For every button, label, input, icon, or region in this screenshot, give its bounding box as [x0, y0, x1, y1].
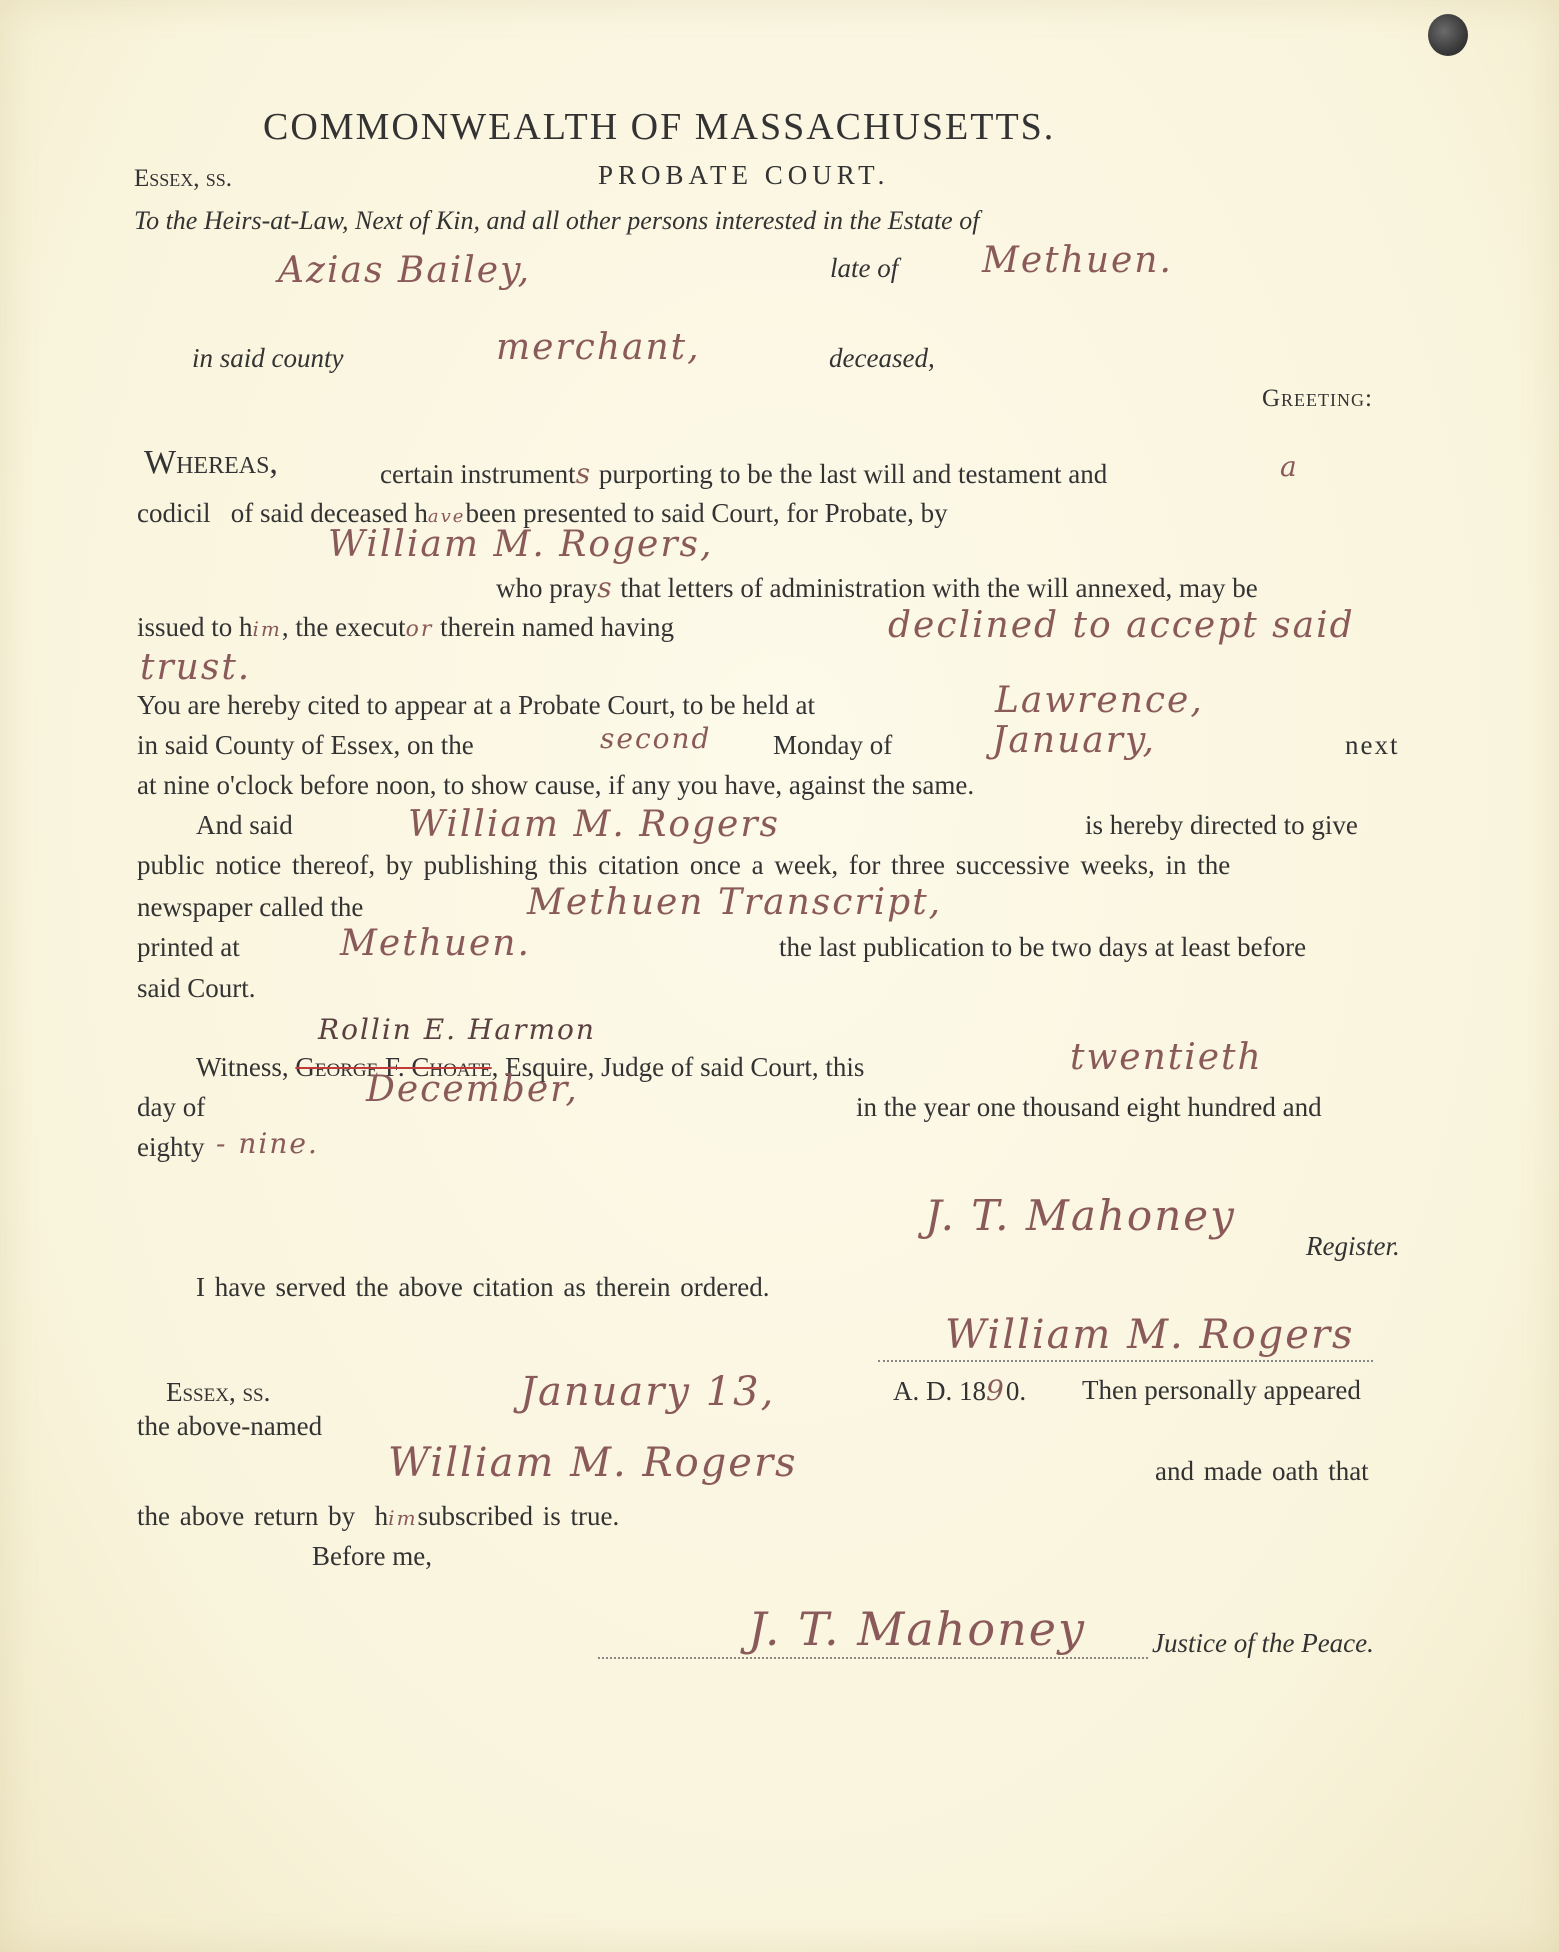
whereas-line3: who prays that letters of administration with the will annexed, may be — [496, 571, 1258, 604]
said-court: said Court. — [137, 973, 256, 1003]
printed-at: printed at — [137, 932, 240, 962]
newspaper-name: Methuen Transcript, — [527, 882, 943, 923]
server-signature-line — [878, 1360, 1373, 1362]
in-said-county-label: in said county — [192, 343, 344, 373]
deceased-occupation: merchant, — [496, 327, 701, 368]
punch-hole — [1428, 14, 1468, 56]
before-me: Before me, — [312, 1541, 432, 1571]
register-label: Register. — [1306, 1231, 1400, 1261]
next-word: next — [1345, 730, 1400, 760]
court-ordinal: second — [600, 722, 712, 755]
judge-name-inserted: Rollin E. Harmon — [318, 1013, 596, 1046]
whereas-word: Whereas, — [144, 444, 278, 481]
ad-year: A. D. 1890. — [893, 1374, 1027, 1407]
deceased-name: Azias Bailey, — [278, 250, 532, 291]
oath-name: William M. Rogers — [388, 1440, 798, 1486]
witness-month: December, — [366, 1069, 579, 1110]
above-named: the above-named — [137, 1411, 323, 1441]
server-signature: William M. Rogers — [945, 1312, 1355, 1358]
court-place: Lawrence, — [995, 680, 1204, 721]
petitioner-name: William M. Rogers, — [328, 524, 714, 565]
address-line: To the Heirs-at-Law, Next of Kin, and all other persons interested in the Estate of — [134, 206, 980, 235]
court-month: January, — [992, 720, 1156, 761]
witness-day: twentieth — [1070, 1037, 1263, 1078]
county-line: in said County of Essex, on the — [137, 730, 474, 760]
last-publication: the last publication to be two days at least before — [779, 932, 1307, 962]
declined-text: declined to accept said — [888, 605, 1355, 646]
nine-oclock-line: at nine o'clock before noon, to show cause, if any you have, against the same. — [137, 770, 975, 800]
monday-of: Monday of — [773, 730, 893, 760]
notice-name: William M. Rogers — [408, 804, 781, 845]
whereas-line2: codicil of said deceased havebeen presented to said Court, for Probate, by — [137, 498, 948, 528]
justice-signature-line — [598, 1657, 1148, 1659]
court-heading: PROBATE COURT. — [598, 160, 890, 190]
directed-text: is hereby directed to give — [1085, 810, 1358, 840]
newspaper-label: newspaper called the — [137, 892, 364, 922]
greeting: Greeting: — [1262, 385, 1373, 412]
printed-town: Methuen. — [340, 923, 531, 964]
whereas-line4: issued to him, the executor therein named having — [137, 612, 675, 642]
appeared-text: Then personally appeared — [1082, 1375, 1361, 1405]
justice-label: Justice of the Peace. — [1152, 1628, 1374, 1658]
and-said: And said — [196, 810, 293, 840]
trust-text: trust. — [140, 647, 252, 688]
whereas-line1: certain instruments purporting to be the last will and testament and — [380, 457, 1108, 490]
served-line: I have served the above citation as therein ordered. — [196, 1272, 770, 1302]
codicil-article: a — [1280, 450, 1299, 483]
struck-judge-name: George F. Choate — [295, 1052, 492, 1082]
return-date: January 13, — [520, 1369, 776, 1415]
register-signature: J. T. Mahoney — [925, 1191, 1236, 1240]
day-of: day of — [137, 1092, 206, 1122]
late-of-label: late of — [830, 253, 899, 283]
document-title: COMMONWEALTH OF MASSACHUSETTS. — [263, 106, 1056, 148]
deceased-label: deceased, — [829, 343, 935, 373]
witness-line: Witness, George F. Choate, Esquire, Judge of said Court, this — [196, 1052, 865, 1082]
justice-signature: J. T. Mahoney — [748, 1602, 1086, 1656]
year-text: in the year one thousand eight hundred and — [856, 1092, 1322, 1122]
return-by-line: the above return by himsubscribed is true. — [137, 1501, 620, 1531]
county-heading: Essex, ss. — [134, 165, 233, 192]
return-county: Essex, ss. — [166, 1377, 271, 1407]
public-notice-line: public notice thereof, by publishing this citation once a week, for three successive weeks, in the — [137, 850, 1231, 880]
eighty-word: eighty — [137, 1132, 205, 1162]
cite-line: You are hereby cited to appear at a Probate Court, to be held at — [137, 690, 816, 720]
witness-year: - nine. — [216, 1127, 319, 1160]
made-oath: and made oath that — [1155, 1456, 1369, 1486]
deceased-town: Methuen. — [982, 240, 1173, 281]
